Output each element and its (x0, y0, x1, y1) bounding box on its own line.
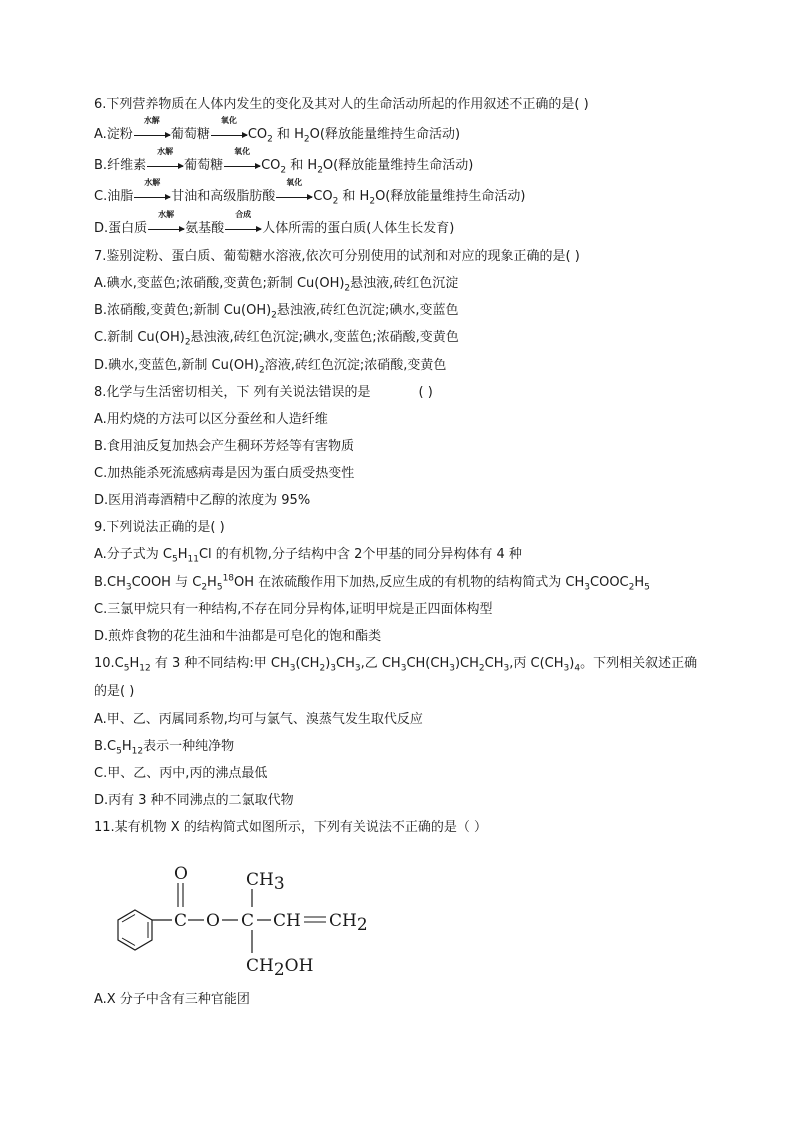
q9-option-b[interactable] (94, 574, 650, 592)
arrow-condition: 氧化 (234, 147, 251, 156)
subscript: 5 (172, 554, 178, 565)
stem-text: CH (336, 656, 355, 671)
subscript: 12 (139, 663, 151, 674)
vinyl-ch: CH (273, 911, 301, 931)
arrow-condition: 水解 (144, 178, 161, 187)
subscript: 2 (259, 365, 265, 376)
option-label: B. (94, 158, 108, 173)
option-text: H (177, 547, 188, 562)
hydroxymethyl-group (246, 956, 313, 980)
subscript: 2 (303, 134, 310, 145)
arrow-condition: 水解 (157, 147, 174, 156)
q7-option-b[interactable] (94, 302, 459, 320)
subscript: 2 (273, 960, 285, 980)
hydroxymethyl-label: CH (246, 956, 274, 976)
q9-option-c[interactable]: C.三氯甲烷只有一种结构,不存在同分异构体,证明甲烷是正四面体构型 (94, 602, 493, 617)
product: CO (261, 158, 281, 173)
subscript: 12 (131, 746, 144, 757)
stem-text: ,乙 CH (360, 656, 401, 671)
q9-stem: 9.下列说法正确的是( ) (94, 520, 225, 535)
subscript: 2 (332, 196, 339, 207)
subscript: 3 (449, 663, 455, 674)
q11-stem: 11.某有机物 X 的结构简式如图所示，下列有关说法不正确的是（ ） (94, 820, 487, 835)
subscript: 2 (319, 663, 326, 674)
hydroxyl-label: OH (284, 956, 314, 976)
subscript: 2 (356, 915, 368, 935)
q8-stem (94, 384, 433, 402)
product: CO (313, 189, 333, 204)
intermediate: 甘油和高级脂肪酸 (171, 189, 276, 204)
q6-option-c[interactable] (94, 178, 526, 207)
product: O(释放能量维持生命活动) (309, 127, 461, 142)
q6-option-a[interactable] (94, 116, 461, 145)
q7-option-d[interactable] (94, 357, 446, 375)
option-text: B.C (94, 739, 117, 754)
option-text: C.新制 Cu(OH) (94, 330, 185, 345)
subscript: 5 (216, 582, 223, 593)
ester-oxygen: O (206, 911, 220, 931)
q9-option-a[interactable] (94, 546, 522, 564)
q10-stem (94, 655, 697, 673)
stem-text: ,丙 C(CH (509, 656, 564, 671)
product: 和 H (338, 189, 370, 204)
product: 和 H (272, 127, 304, 142)
subscript: 2 (344, 283, 351, 294)
subscript: 5 (116, 746, 122, 757)
answer-blank: ( ) (418, 385, 433, 400)
option-text: 溶液,砖红色沉淀;浓硝酸,变黄色 (264, 358, 447, 373)
q10-option-d[interactable]: D.丙有 3 种不同沸点的二氯取代物 (94, 793, 294, 808)
subscript: 3 (125, 582, 132, 593)
option-label: C. (94, 189, 108, 204)
subscript: 3 (273, 874, 285, 894)
q6-option-d[interactable] (94, 210, 455, 238)
q7-option-c[interactable] (94, 329, 459, 347)
q10-option-a[interactable]: A.甲、乙、丙属同系物,均可与氯气、溴蒸气发生取代反应 (94, 712, 423, 727)
option-text: 悬浊液,砖红色沉淀;碘水,变蓝色;浓硝酸,变黄色 (190, 330, 459, 345)
option-text: 悬浊液,砖红色沉淀;碘水,变蓝色 (276, 303, 459, 318)
option-text: 表示一种纯净物 (143, 739, 235, 754)
subscript: 3 (354, 663, 361, 674)
option-text: A.碘水,变蓝色;浓硝酸,变黄色;新制 Cu(OH) (94, 276, 345, 291)
option-text: Cl 的有机物,分子结构中含 2个甲基的同分异构体有 4 种 (198, 547, 522, 562)
subscript: 5 (123, 663, 130, 674)
q11-option-a[interactable]: A.X 分子中含有三种官能团 (94, 992, 250, 1007)
superscript: 18 (222, 573, 235, 584)
subscript: 2 (267, 134, 273, 145)
benzene-ring (118, 910, 152, 950)
option-label: D. (94, 221, 109, 236)
reactant: 油脂 (107, 189, 134, 204)
reaction-arrow (211, 116, 247, 144)
q10-option-b[interactable] (94, 738, 234, 756)
ring-double-bond (122, 915, 135, 923)
product: 人体所需的蛋白质(人体生长发育) (262, 221, 455, 236)
stem-text: 10.C (94, 656, 124, 671)
product: O(释放能量维持生命活动) (375, 189, 526, 204)
option-text: A.分子式为 C (94, 547, 173, 562)
question-stem: 8.化学与生活密切相关，下 列有关说法错误的是 (94, 385, 371, 400)
stem-text: )CH (454, 656, 479, 671)
reaction-arrow (147, 147, 183, 175)
option-text: COOH 与 C (131, 575, 202, 590)
q7-option-a[interactable] (94, 275, 458, 293)
q8-option-c[interactable]: C.加热能杀死流感病毒是因为蛋白质受热变性 (94, 466, 355, 481)
reaction-arrow (225, 210, 261, 238)
subscript: 2 (271, 310, 277, 321)
stem-text: CH (484, 656, 504, 671)
q6-stem: 6.下列营养物质在人体内发生的变化及其对人的生命活动所起的作用叙述不正确的是( ) (94, 97, 589, 112)
structural-formula (100, 855, 400, 985)
subscript: 3 (289, 663, 296, 674)
option-text: D.碘水,变蓝色,新制 Cu(OH) (94, 358, 260, 373)
intermediate: 葡萄糖 (184, 158, 224, 173)
subscript: 2 (201, 582, 208, 593)
vinyl-label: CH (329, 911, 357, 931)
q10-option-c[interactable]: C.甲、乙、丙中,丙的沸点最低 (94, 766, 268, 781)
arrow-condition: 氧化 (220, 116, 237, 125)
subscript: 2 (280, 165, 287, 176)
q8-option-d[interactable]: D.医用消毒酒精中乙醇的浓度为 95% (94, 493, 311, 508)
ring-double-bond (122, 938, 135, 946)
stem-text: ) (325, 656, 331, 671)
subscript: 2 (184, 337, 191, 348)
intermediate: 氨基酸 (185, 221, 225, 236)
subscript: 2 (317, 165, 323, 176)
option-text: B.浓硝酸,变黄色;新制 Cu(OH) (94, 303, 272, 318)
option-text: H (207, 575, 217, 590)
arrow-condition: 水解 (143, 116, 160, 125)
stem-text: ) (569, 656, 575, 671)
reactant: 蛋白质 (108, 221, 148, 236)
vinyl-ch2 (329, 911, 368, 935)
subscript: 3 (330, 663, 336, 674)
reaction-arrow (148, 210, 184, 238)
intermediate: 葡萄糖 (170, 127, 210, 142)
option-label: A. (94, 127, 107, 142)
reactant: 纤维素 (107, 158, 147, 173)
stem-text: CH(CH (406, 656, 450, 671)
subscript: 3 (400, 663, 407, 674)
subscript: 2 (628, 582, 635, 593)
reaction-arrow (276, 178, 312, 206)
q6-option-b[interactable] (94, 147, 474, 176)
subscript: 2 (369, 196, 376, 207)
option-text: B.CH (94, 575, 126, 590)
carbonyl-carbon: C (174, 911, 188, 931)
stem-text: 有 3 种不同结构:甲 CH (150, 656, 290, 671)
arrow-condition: 合成 (235, 210, 252, 219)
subscript: 3 (563, 663, 570, 674)
arrow-condition: 水解 (158, 210, 175, 219)
stem-text: H (129, 656, 140, 671)
stem-text: (CH (295, 656, 320, 671)
quaternary-carbon: C (241, 911, 255, 931)
stem-text: 。下列相关叙述正确 (580, 656, 698, 671)
subscript: 2 (478, 663, 485, 674)
reaction-arrow (134, 178, 170, 206)
option-text: H (121, 739, 132, 754)
arrow-condition: 氧化 (286, 178, 303, 187)
q10-stem-continued: 的是( ) (94, 684, 135, 699)
subscript: 4 (574, 663, 581, 674)
subscript: 3 (584, 582, 591, 593)
product: CO (247, 127, 268, 142)
reaction-arrow (224, 147, 260, 175)
subscript: 3 (503, 663, 510, 674)
product: O(释放能量维持生命活动) (322, 158, 474, 173)
q9-option-d[interactable]: D.煎炸食物的花生油和牛油都是可皂化的饱和酯类 (94, 629, 382, 644)
option-text: H (634, 575, 645, 590)
option-text: 悬浊液,砖红色沉淀 (350, 276, 459, 291)
subscript: 11 (187, 554, 199, 565)
option-text: OH 在浓硫酸作用下加热,反应生成的有机物的结构简式为 CH (234, 575, 585, 590)
product: 和 H (286, 158, 318, 173)
q8-option-b[interactable]: B.食用油反复加热会产生稠环芳烃等有害物质 (94, 439, 355, 454)
option-text: COOC (590, 575, 629, 590)
q8-option-a[interactable]: A.用灼烧的方法可以区分蚕丝和人造纤维 (94, 412, 328, 427)
methyl-label: CH (246, 870, 274, 890)
reaction-arrow (134, 116, 170, 144)
q7-stem: 7.鉴别淀粉、蛋白质、葡萄糖水溶液,依次可分别使用的试剂和对应的现象正确的是( ) (94, 249, 580, 264)
subscript: 5 (644, 582, 650, 593)
carbonyl-oxygen: O (174, 864, 188, 884)
reactant: 淀粉 (106, 127, 133, 142)
